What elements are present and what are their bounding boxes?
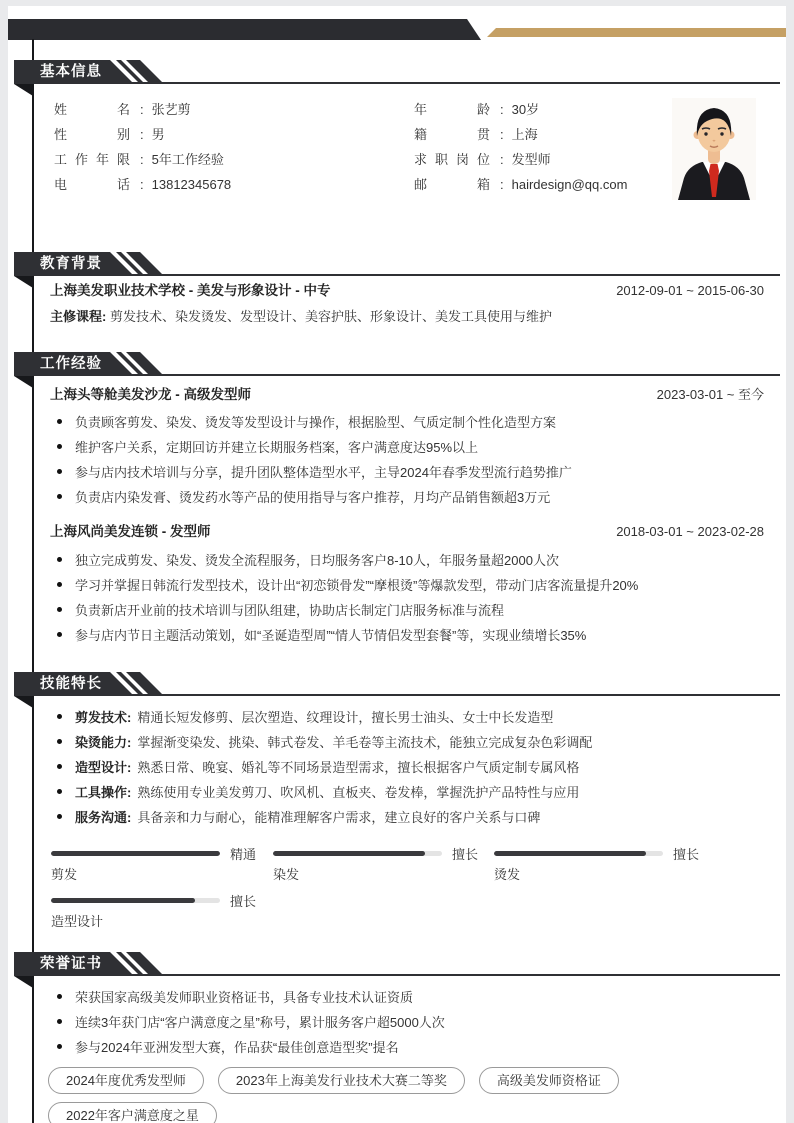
bullet-dot: [57, 1044, 62, 1049]
bullet-text: 负责店内染发膏、烫发药水等产品的使用指导与客户推荐，月均产品销售额超3万元: [75, 490, 551, 505]
top-gold-bar: [487, 28, 786, 37]
field-value: 30岁: [511, 102, 540, 117]
bullet-text: 具备亲和力与耐心，能精准理解客户需求，建立良好的客户关系与口碑: [137, 810, 541, 825]
section-header-basic-info: [14, 60, 780, 84]
bullet-dot: [57, 419, 62, 424]
field-value: hairdesign@qq.com: [511, 177, 628, 192]
bullet-dot: [57, 469, 62, 474]
portrait-illustration: [672, 98, 756, 200]
field-label: 年龄: [414, 102, 490, 117]
honor-bullet: [50, 1009, 764, 1034]
top-dark-bar: [8, 19, 481, 40]
bullet-text: 负责顾客剪发、染发、烫发等发型设计与操作，根据脸型、气质定制个性化造型方案: [75, 415, 557, 430]
bullet-dot: [57, 764, 62, 769]
job-date: 2018-03-01 ~ 2023-02-28: [616, 524, 764, 539]
field-label: 姓名: [54, 102, 130, 117]
bullet-dot: [57, 789, 62, 794]
job-bullet-list: [50, 547, 764, 647]
job-header: [50, 385, 764, 405]
field-colon: :: [140, 152, 144, 167]
skill-bar-track: [494, 851, 663, 856]
skill-level: 擅长: [230, 894, 257, 909]
skill-level: 精通: [230, 847, 257, 862]
field-colon: :: [140, 127, 144, 142]
section-title: 基本信息: [40, 64, 102, 80]
bullet-dot: [57, 582, 62, 587]
job-bullet: [50, 572, 764, 597]
bullet-dot: [57, 739, 62, 744]
skill-bar-fill: [51, 851, 220, 856]
courses-label: 主修课程:: [50, 309, 107, 324]
bullet-text: 学习并掌握日韩流行发型技术，设计出“初恋锁骨发”“摩根烫”等爆款发型，带动门店客流量提升20%: [75, 578, 639, 593]
profile-photo: [672, 98, 756, 200]
field-hometown: [414, 126, 538, 144]
field-age: [414, 101, 539, 119]
job-bullet: [50, 597, 764, 622]
field-work-years: [54, 151, 224, 169]
ribbon-fold: [14, 84, 33, 96]
skill-bullet: [50, 729, 764, 754]
courses-row: [50, 307, 764, 327]
skill-label: 服务沟通:: [75, 810, 132, 825]
skill-label: 剪发技术:: [75, 710, 132, 725]
bullet-text: 负责新店开业前的技术培训与团队组建，协助店长制定门店服务标准与流程: [75, 603, 505, 618]
bullet-dot: [57, 632, 62, 637]
field-label: 求职岗位: [414, 152, 490, 167]
job-bullet: [50, 409, 764, 434]
ribbon-fold: [14, 696, 33, 708]
section-title: 荣誉证书: [40, 956, 102, 972]
field-colon: :: [500, 127, 504, 142]
section-ribbon: [14, 352, 174, 376]
section-ribbon: [14, 60, 174, 84]
skill-bar-track: [51, 851, 220, 856]
field-target-position: [414, 151, 551, 169]
section-ribbon: [14, 252, 174, 276]
skill-bar-fill: [273, 851, 425, 856]
field-colon: :: [500, 102, 504, 117]
bullet-dot: [57, 814, 62, 819]
honor-tags-row: [48, 1102, 217, 1123]
skill-label: 工具操作:: [75, 785, 132, 800]
skill-bar-fill: [494, 851, 646, 856]
job-title: 上海头等舱美发沙龙 - 高级发型师: [50, 387, 251, 402]
bullet-dot: [57, 714, 62, 719]
bullet-text: 熟悉日常、晚宴、婚礼等不同场景造型需求，擅长根据客户气质定制专属风格: [137, 760, 580, 775]
job-header: [50, 522, 764, 542]
job-bullet-list: [50, 409, 764, 509]
bullet-text: 独立完成剪发、染发、烫发全流程服务，日均服务客户8-10人，年服务量超2000人次: [75, 553, 559, 568]
field-colon: :: [500, 152, 504, 167]
field-phone: [54, 176, 231, 194]
field-value: 5年工作经验: [151, 152, 224, 167]
field-colon: :: [140, 102, 144, 117]
bullet-text: 参与2024年亚洲发型大赛，作品获“最佳创意造型奖”提名: [75, 1040, 399, 1055]
skill-name: 造型设计: [51, 914, 104, 929]
honor-tag: 2023年上海美发行业技术大赛二等奖: [218, 1067, 465, 1094]
field-colon: :: [140, 177, 144, 192]
section-title: 教育背景: [40, 256, 102, 272]
field-label: 工作年限: [54, 152, 130, 167]
skills-bullet-list: [50, 704, 764, 829]
skill-name: 剪发: [51, 867, 78, 882]
bullet-dot: [57, 1019, 62, 1024]
bullet-dot: [57, 994, 62, 999]
honor-tags-row: [48, 1067, 619, 1094]
skill-name: 烫发: [494, 867, 521, 882]
education-entry: [50, 281, 764, 301]
field-label: 电话: [54, 177, 130, 192]
education-date: 2012-09-01 ~ 2015-06-30: [616, 283, 764, 298]
skill-bar-track: [51, 898, 220, 903]
skill-bar-fill: [51, 898, 195, 903]
section-title: 工作经验: [40, 356, 102, 372]
job-bullet: [50, 484, 764, 509]
skill-bullet: [50, 804, 764, 829]
job-title: 上海风尚美发连锁 - 发型师: [50, 524, 211, 539]
bullet-text: 参与店内节日主题活动策划，如“圣诞造型周”“情人节情侣发型套餐”等，实现业绩增长35%: [75, 628, 587, 643]
bullet-dot: [57, 494, 62, 499]
field-value: 13812345678: [151, 177, 232, 192]
field-email: [414, 176, 627, 194]
field-label: 邮箱: [414, 177, 490, 192]
ribbon-fold: [14, 976, 33, 988]
section-header-education: [14, 252, 780, 276]
field-label: 籍贯: [414, 127, 490, 142]
section-title: 技能特长: [40, 676, 102, 692]
honor-bullet: [50, 1034, 764, 1059]
school-line: 上海美发职业技术学校 - 美发与形象设计 - 中专: [50, 283, 331, 298]
field-gender: [54, 126, 165, 144]
job-bullet: [50, 547, 764, 572]
resume-page: [8, 6, 786, 1123]
skill-name: 染发: [273, 867, 300, 882]
field-colon: :: [500, 177, 504, 192]
bullet-text: 维护客户关系，定期回访并建立长期服务档案，客户满意度达95%以上: [75, 440, 479, 455]
field-value: 张艺剪: [151, 102, 191, 117]
bullet-text: 连续3年获门店“客户满意度之星”称号，累计服务客户超5000人次: [75, 1015, 445, 1030]
honor-tag: 2024年度优秀发型师: [48, 1067, 204, 1094]
bullet-dot: [57, 444, 62, 449]
bullet-text: 精通长短发修剪、层次塑造、纹理设计，擅长男士油头、女士中长发造型: [137, 710, 554, 725]
honor-tag: 2022年客户满意度之星: [48, 1102, 217, 1123]
section-header-skills: [14, 672, 780, 696]
bullet-text: 参与店内技术培训与分享，提升团队整体造型水平，主导2024年春季发型流行趋势推广: [75, 465, 572, 480]
ribbon-fold: [14, 276, 33, 288]
section-header-honors: [14, 952, 780, 976]
honor-bullet: [50, 984, 764, 1009]
job-bullet: [50, 459, 764, 484]
job-bullet: [50, 622, 764, 647]
job-date: 2023-03-01 ~ 至今: [656, 387, 764, 402]
job-bullet: [50, 434, 764, 459]
field-value: 男: [151, 127, 165, 142]
honors-bullet-list: [50, 984, 764, 1059]
bullet-dot: [57, 557, 62, 562]
bullet-text: 荣获国家高级美发师职业资格证书，具备专业技术认证资质: [75, 990, 414, 1005]
field-value: 上海: [511, 127, 538, 142]
field-name: [54, 101, 191, 119]
field-label: 性别: [54, 127, 130, 142]
skill-label: 造型设计:: [75, 760, 132, 775]
skill-bullet: [50, 779, 764, 804]
skill-level: 擅长: [673, 847, 700, 862]
skill-bullet: [50, 704, 764, 729]
bullet-text: 掌握渐变染发、挑染、韩式卷发、羊毛卷等主流技术，能独立完成复杂色彩调配: [137, 735, 593, 750]
skill-bar-track: [273, 851, 442, 856]
field-value: 发型师: [511, 152, 551, 167]
honor-tag: 高级美发师资格证: [479, 1067, 619, 1094]
skill-level: 擅长: [452, 847, 479, 862]
skill-label: 染烫能力:: [75, 735, 132, 750]
section-ribbon: [14, 672, 174, 696]
ribbon-fold: [14, 376, 33, 388]
section-ribbon: [14, 952, 174, 976]
skill-bullet: [50, 754, 764, 779]
courses-text: 剪发技术、染发烫发、发型设计、美容护肤、形象设计、美发工具使用与维护: [109, 309, 552, 324]
section-header-experience: [14, 352, 780, 376]
bullet-text: 熟练使用专业美发剪刀、吹风机、直板夹、卷发棒，掌握洗护产品特性与应用: [137, 785, 580, 800]
bullet-dot: [57, 607, 62, 612]
